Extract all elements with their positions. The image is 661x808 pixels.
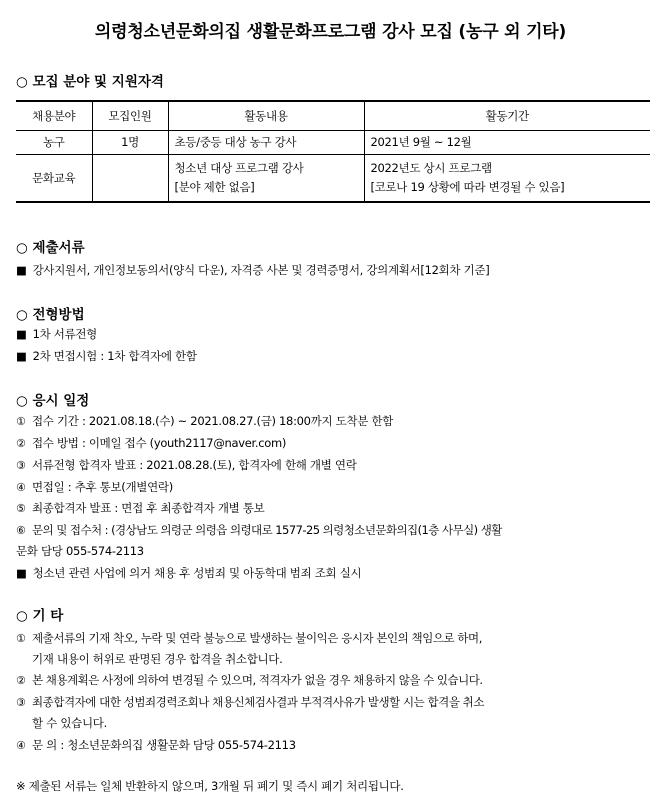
circled-number-icon: ① (16, 632, 26, 645)
list-item (16, 694, 484, 710)
square-bullet-icon: ■ (16, 566, 27, 580)
section-heading-selection: ○ 전형방법 (16, 307, 85, 323)
list-item (16, 457, 357, 473)
list-item-text: 2차 면접시험 : 1차 합격자에 한함 (32, 349, 197, 363)
column-header-count: 모집인원 (92, 101, 168, 130)
circled-number-icon: ⑥ (16, 524, 26, 537)
footer-note: ※ 제출된 서류는 일체 반환하지 않으며, 3개월 뒤 폐기 및 즉시 폐기 처리됩니다. (16, 779, 404, 793)
cell-field: 농구 (16, 130, 92, 154)
column-header-period: 활동기간 (364, 101, 650, 130)
circled-number-icon: ④ (16, 481, 26, 494)
list-item-text: 면접일 : 추후 통보(개별연락) (32, 480, 173, 494)
cell-period-line: [코로나 19 상황에 따라 변경될 수 있음] (370, 179, 565, 194)
list-item (16, 500, 264, 516)
list-item (16, 522, 502, 538)
circled-number-icon: ① (16, 415, 26, 428)
list-item (16, 326, 97, 342)
list-item-text: 문 의 : 청소년문화의집 생활문화 담당 055-574-2113 (32, 738, 296, 752)
cell-period (364, 130, 650, 154)
circled-number-icon: ② (16, 437, 26, 450)
recruitment-table (16, 100, 650, 203)
column-header-activity: 활동내용 (168, 101, 364, 130)
list-item-continuation: 기재 내용이 허위로 판명된 경우 합격을 취소합니다. (32, 652, 283, 666)
table-row (16, 130, 650, 154)
cell-activity-line: [분야 제한 없음] (174, 179, 255, 194)
list-item-text: 접수 방법 : 이메일 접수 (youth2117@naver.com) (32, 436, 287, 450)
list-item (16, 262, 489, 278)
list-item-text: 최종합격자에 대한 성범죄경력조회나 채용신체검사결과 부적격사유가 발생할 시는 합격을 취소 (32, 695, 484, 709)
square-bullet-icon: ■ (16, 263, 27, 277)
cell-period-line: 2022년도 상시 프로그램 (370, 160, 492, 175)
table-row (16, 154, 650, 202)
section-heading-recruitment: ○ 모집 분야 및 지원자격 (16, 74, 164, 90)
list-item-text: 접수 기간 : 2021.08.18.(수) ~ 2021.08.27.(금) 18:00까지 도착분 한함 (32, 414, 394, 428)
list-item (16, 348, 197, 364)
cell-period (364, 154, 650, 202)
list-item-continuation: 문화 담당 055-574-2113 (16, 544, 144, 558)
circled-number-icon: ⑤ (16, 502, 26, 515)
list-item-text: 제출서류의 기재 착오, 누락 및 연락 불능으로 발생하는 불이익은 응시자 본인의 책임으로 하며, (32, 631, 482, 645)
notice-text: 청소년 관련 사업에 의거 채용 후 성범죄 및 아동학대 범죄 조회 실시 (32, 566, 362, 580)
list-item-text: 1차 서류전형 (32, 327, 97, 341)
notice-item (16, 565, 361, 581)
list-item-text: 문의 및 접수처 : (경상남도 의령군 의령읍 의령대로 1577-25 의령청소년문화의집(1층 사무실) 생활 (32, 523, 502, 537)
list-item (16, 479, 173, 495)
cell-count: 1명 (92, 130, 168, 154)
square-bullet-icon: ■ (16, 327, 27, 341)
column-header-field: 채용분야 (16, 101, 92, 130)
list-item-text: 서류전형 합격자 발표 : 2021.08.28.(토), 합격자에 한해 개별 연락 (32, 458, 357, 472)
cell-period-line: 2021년 9월 ~ 12월 (370, 134, 472, 149)
list-item (16, 672, 482, 688)
page-title: 의령청소년문화의집 생활문화프로그램 강사 모집 (농구 외 기타) (94, 22, 567, 42)
cell-activity (168, 154, 364, 202)
section-heading-others: ○ 기 타 (16, 608, 64, 624)
circled-number-icon: ③ (16, 696, 26, 709)
circled-number-icon: ④ (16, 739, 26, 752)
circled-number-icon: ③ (16, 459, 26, 472)
list-item-text: 강사지원서, 개인정보동의서(양식 다운), 자격증 사본 및 경력증명서, 강의계획서[12회차 기준] (32, 263, 490, 277)
section-heading-schedule: ○ 응시 일정 (16, 393, 90, 409)
list-item-text: 최종합격자 발표 : 면접 후 최종합격자 개별 통보 (32, 501, 265, 515)
cell-activity-line: 초등/중등 대상 농구 강사 (174, 134, 297, 149)
section-heading-documents: ○ 제출서류 (16, 240, 85, 256)
circled-number-icon: ② (16, 674, 26, 687)
list-item (16, 737, 296, 753)
cell-activity-line: 청소년 대상 프로그램 강사 (174, 160, 304, 175)
list-item-continuation: 할 수 있습니다. (32, 716, 107, 730)
list-item (16, 435, 286, 451)
table-header-row (16, 101, 650, 130)
cell-count (92, 154, 168, 202)
list-item-text: 본 채용계획은 사정에 의하여 변경될 수 있으며, 적격자가 없을 경우 채용하지 않을 수 있습니다. (32, 673, 483, 687)
cell-activity (168, 130, 364, 154)
list-item (16, 630, 482, 646)
cell-field: 문화교육 (16, 154, 92, 202)
list-item (16, 413, 393, 429)
square-bullet-icon: ■ (16, 349, 27, 363)
